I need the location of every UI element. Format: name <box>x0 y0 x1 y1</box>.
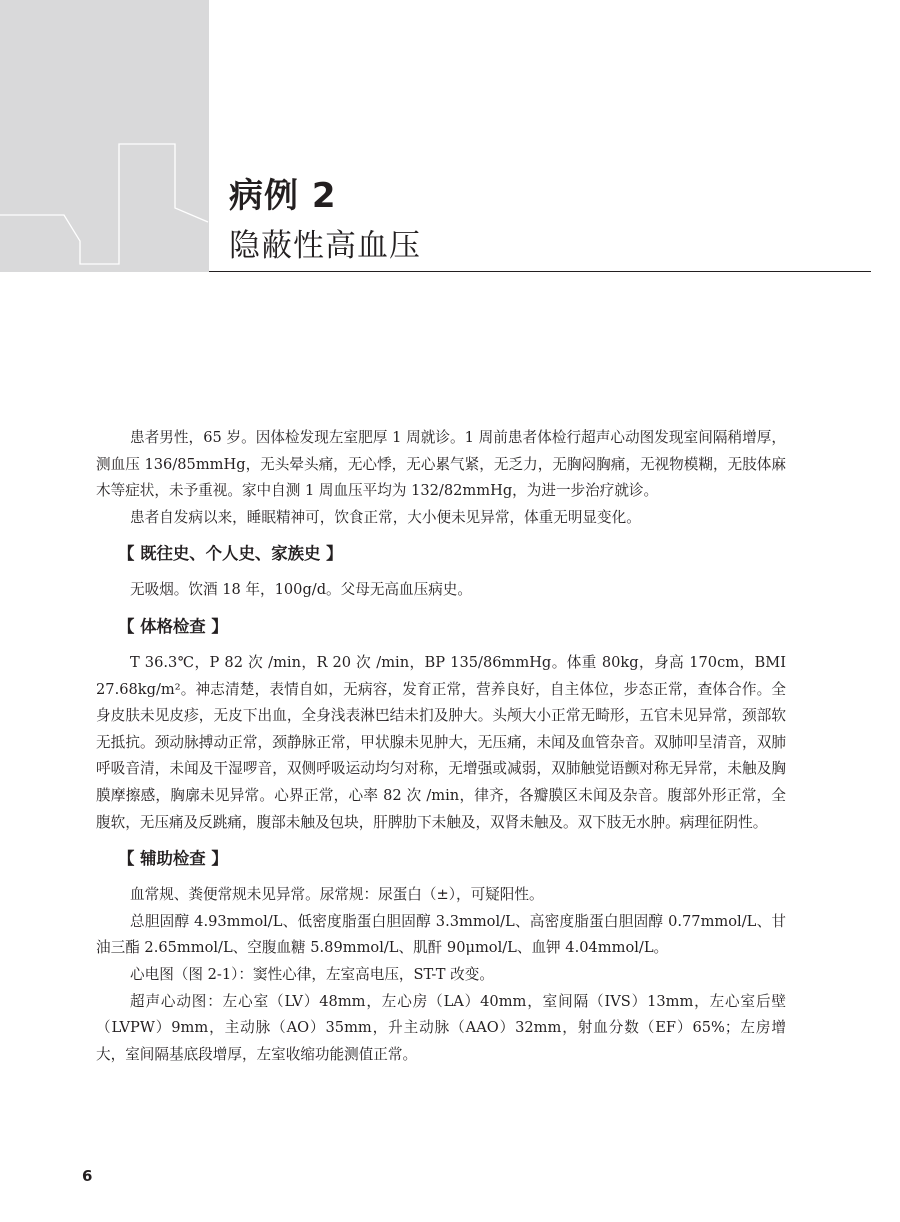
chapter-title: 隐蔽性高血压 <box>229 228 421 264</box>
intro-paragraph: 患者男性，65 岁。因体检发现左室肥厚 1 周就诊。1 周前患者体检行超声心动图发现室间隔稍增厚，测血压 136/85mmHg，无头晕头痛，无心悸，无心累气紧，无乏力，无胸闷胸痛，无视物模糊，无肢体麻木等症状，未予重视。家中自测 1 周血压平均为 132/82mmHg，为进一步治疗就诊。 <box>96 429 786 500</box>
page-number: 6 <box>82 1167 93 1185</box>
auxiliary-exam-paragraph: 超声心动图：左心室（LV）48mm，左心房（LA）40mm，室间隔（IVS）13mm，左心室后壁（LVPW）9mm，主动脉（AO）35mm，升主动脉（AAO）32mm，射血分数（EF）65%；左房增大，室间隔基底段增厚，左室收缩功能测值正常。 <box>96 992 786 1063</box>
auxiliary-exam-paragraph: 总胆固醇 4.93mmol/L、低密度脂蛋白胆固醇 3.3mmol/L、高密度脂蛋白胆固醇 0.77mmol/L、甘油三酯 2.65mmol/L、空腹血糖 5.89mmol/L、肌酐 90μmol/L、血钾 4.04mmol/L。 <box>96 912 786 957</box>
history-paragraph: 无吸烟。饮酒 18 年，100g/d。父母无高血压病史。 <box>130 581 472 599</box>
building-outline <box>0 144 208 264</box>
title-divider <box>209 271 871 272</box>
auxiliary-exam-paragraph: 心电图（图 2-1）：窦性心律，左室高电压，ST-T 改变。 <box>130 965 494 983</box>
chapter-number: 病例 2 <box>229 176 337 216</box>
intro-paragraph: 患者自发病以来，睡眠精神可，饮食正常，大小便未见异常，体重无明显变化。 <box>130 508 641 526</box>
auxiliary-exam-heading: 【 辅助检查 】 <box>118 849 228 869</box>
case-body <box>96 425 786 1068</box>
physical-exam-paragraph: T 36.3℃，P 82 次 /min，R 20 次 /min，BP 135/86mmHg。体重 80kg，身高 170cm，BMI 27.68kg/m²。神志清楚，表情自如，无病容，发育正常，营养良好，自主体位，步态正常，查体合作。全身皮肤未见皮疹，无皮下出血，全身浅表淋巴结未扪及肿大。头颅大小正常无畸形，五官未见异常，颈部软无抵抗。颈动脉搏动正常，颈静脉正常，甲状腺未见肿大，无压痛，未闻及血管杂音。双肺叩呈清音，双肺呼吸音清，未闻及干湿啰音，双侧呼吸运动均匀对称，无增强或减弱，双肺触觉语颤对称无异常，未触及胸膜摩擦感，胸廓未见异常。心界正常，心率 82 次 /min，律齐，各瓣膜区未闻及杂音。腹部外形正常，全腹软，无压痛及反跳痛，腹部未触及包块，肝脾肋下未触及，双肾未触及。双下肢无水肿。病理征阴性。 <box>96 653 786 831</box>
physical-exam-heading: 【 体格检查 】 <box>118 616 228 636</box>
building-line-art <box>0 0 209 272</box>
history-heading: 【 既往史、个人史、家族史 】 <box>118 544 343 564</box>
auxiliary-exam-paragraph: 血常规、粪便常规未见异常。尿常规：尿蛋白（±），可疑阳性。 <box>130 886 544 904</box>
